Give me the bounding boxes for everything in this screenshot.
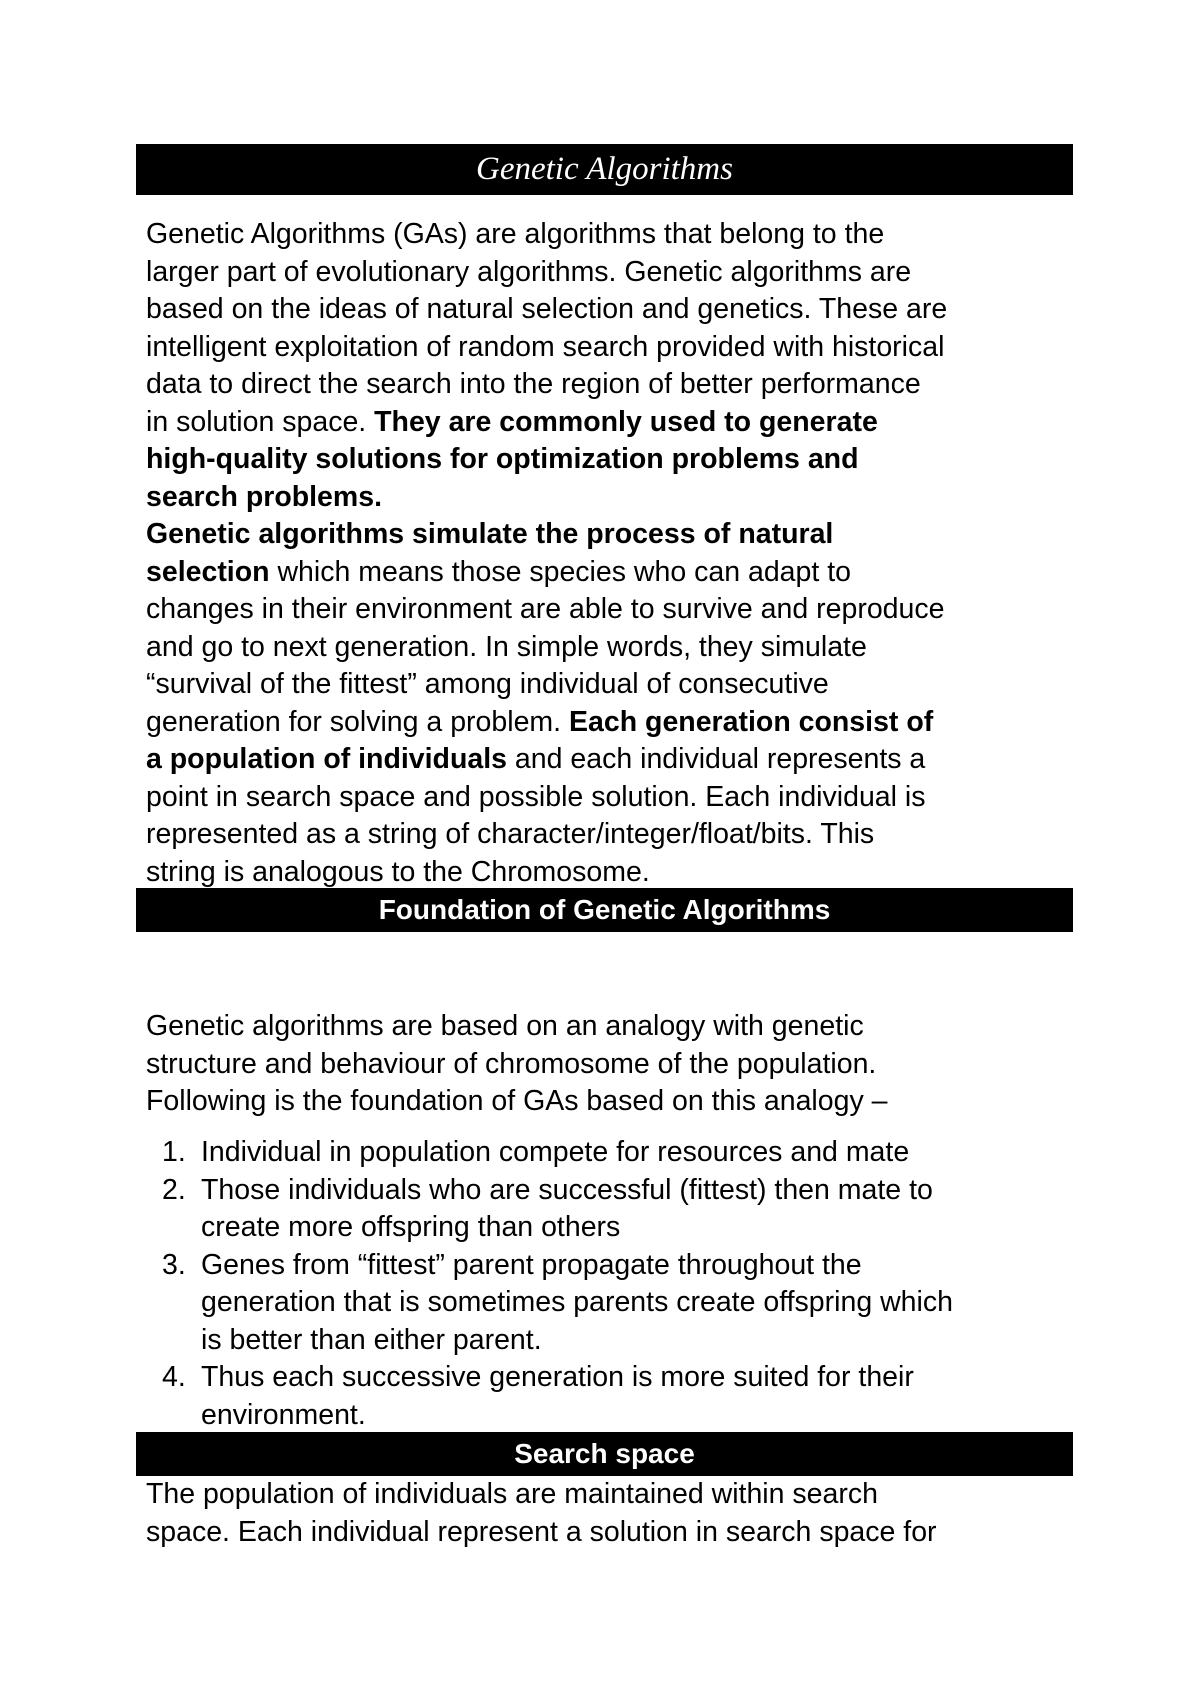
text-run: represented as a string of character/integer/float/bits. This bbox=[146, 818, 875, 850]
text-line bbox=[146, 479, 1086, 517]
text-run: intelligent exploitation of random search provided with historical bbox=[146, 330, 945, 363]
text-line bbox=[146, 666, 1086, 704]
text-run: which means those species who can adapt to bbox=[269, 555, 851, 588]
text-run: Following is the foundation of GAs based on this analogy – bbox=[146, 1085, 888, 1117]
text-line bbox=[146, 741, 1086, 779]
text-line bbox=[146, 554, 1086, 592]
list-item bbox=[146, 1134, 1086, 1172]
text-line bbox=[146, 1083, 1086, 1121]
bold-text: search problems. bbox=[146, 480, 383, 513]
section-heading-foundation: Foundation of Genetic Algorithms bbox=[136, 888, 1073, 932]
list-item bbox=[146, 1359, 1086, 1434]
text-line bbox=[146, 1476, 1086, 1514]
text-run: based on the ideas of natural selection and genetics. These are bbox=[146, 293, 948, 325]
text-run: larger part of evolutionary algorithms. Genetic algorithms are bbox=[146, 255, 912, 288]
bold-text: selection bbox=[146, 555, 270, 588]
text-line bbox=[146, 591, 1086, 629]
text-run: structure and behaviour of chromosome of the population. bbox=[146, 1047, 877, 1080]
list-item-text: environment. bbox=[201, 1398, 366, 1431]
list-item-text: generation that is sometimes parents create offspring which bbox=[201, 1286, 953, 1318]
text-run: string is analogous to the Chromosome. bbox=[146, 855, 650, 888]
foundation-paragraph bbox=[146, 1008, 1086, 1121]
bold-text: Genetic algorithms simulate the process of natural bbox=[146, 518, 834, 550]
list-item-text: Thus each successive generation is more suited for their bbox=[201, 1361, 914, 1393]
text-run: changes in their environment are able to survive and reproduce bbox=[146, 593, 945, 625]
list-item bbox=[146, 1247, 1086, 1360]
list-item-number: 1. bbox=[162, 1136, 186, 1168]
list-item-text: Genes from “fittest” parent propagate throughout the bbox=[201, 1248, 862, 1281]
text-line bbox=[146, 441, 1086, 479]
section-heading-search-space: Search space bbox=[136, 1432, 1073, 1476]
text-line bbox=[146, 854, 1086, 892]
text-line bbox=[146, 1046, 1086, 1084]
text-line bbox=[146, 366, 1086, 404]
text-run: “survival of the fittest” among individual of consecutive bbox=[146, 668, 829, 700]
bold-text: high-quality solutions for optimization problems and bbox=[146, 443, 859, 475]
text-line bbox=[146, 254, 1086, 292]
text-run: Genetic Algorithms (GAs) are algorithms that belong to the bbox=[146, 218, 885, 250]
text-line bbox=[146, 216, 1086, 254]
intro-paragraph bbox=[146, 216, 1086, 891]
text-line bbox=[146, 291, 1086, 329]
text-run: data to direct the search into the region of better performance bbox=[146, 368, 921, 400]
text-line bbox=[146, 704, 1086, 742]
search-space-paragraph bbox=[146, 1476, 1086, 1551]
list-item-text: Individual in population compete for resources and mate bbox=[201, 1136, 910, 1168]
text-run: and go to next generation. In simple words, they simulate bbox=[146, 630, 867, 663]
text-line bbox=[146, 329, 1086, 367]
bold-text: Each generation consist of bbox=[569, 705, 934, 738]
text-line bbox=[146, 404, 1086, 442]
list-item-text: is better than either parent. bbox=[201, 1323, 542, 1356]
text-run: and each individual represents a bbox=[507, 743, 926, 775]
text-line bbox=[146, 1008, 1086, 1046]
list-item bbox=[146, 1172, 1086, 1247]
text-run: The population of individuals are maintained within search bbox=[146, 1478, 878, 1510]
list-item-number: 2. bbox=[162, 1173, 186, 1206]
text-line bbox=[146, 779, 1086, 817]
text-run: Genetic algorithms are based on an analogy with genetic bbox=[146, 1010, 864, 1042]
text-line bbox=[146, 516, 1086, 554]
text-line bbox=[146, 816, 1086, 854]
text-run: generation for solving a problem. bbox=[146, 705, 569, 738]
text-line bbox=[146, 1514, 1086, 1552]
bold-text: They are commonly used to generate bbox=[374, 405, 878, 438]
text-line bbox=[146, 629, 1086, 667]
list-item-number: 3. bbox=[162, 1248, 186, 1281]
text-run: in solution space. bbox=[146, 405, 375, 438]
text-run: point in search space and possible solution. Each individual is bbox=[146, 780, 926, 813]
list-item-text: Those individuals who are successful (fittest) then mate to bbox=[201, 1173, 933, 1206]
page-title: Genetic Algorithms bbox=[136, 144, 1073, 195]
foundation-list bbox=[146, 1134, 1086, 1434]
text-run: space. Each individual represent a solution in search space for bbox=[146, 1515, 937, 1548]
list-item-text: create more offspring than others bbox=[201, 1211, 621, 1243]
list-item-number: 4. bbox=[162, 1361, 186, 1393]
bold-text: a population of individuals bbox=[146, 743, 507, 775]
